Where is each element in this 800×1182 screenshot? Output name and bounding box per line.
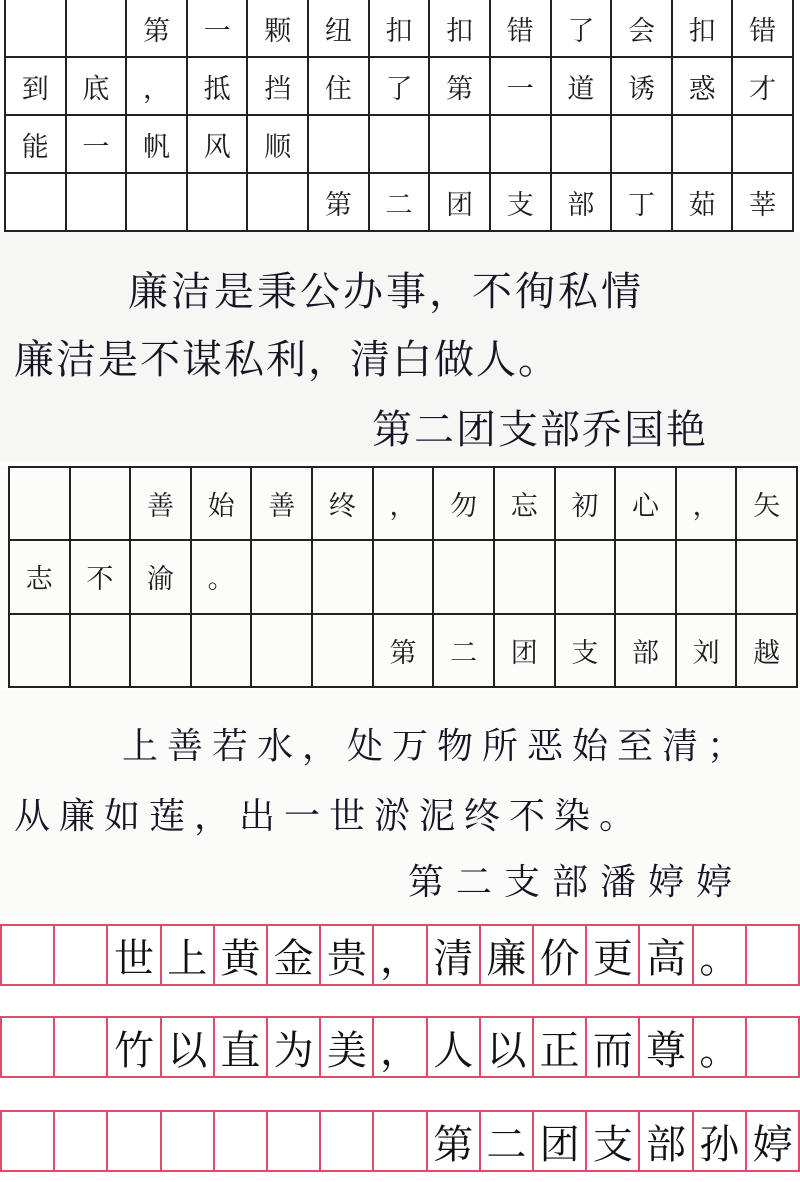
grid-cell: 不 [71, 541, 132, 614]
grid-cell: 错 [491, 0, 552, 58]
grid-cell: 。 [192, 541, 253, 614]
grid-cell: 顺 [248, 116, 309, 174]
grid-section-3 [0, 916, 800, 1182]
grid-cell [313, 541, 374, 614]
grid-cell: 刘 [677, 615, 738, 688]
grid-cell [55, 926, 108, 984]
grid-cell [10, 615, 71, 688]
grid-cell [71, 468, 132, 541]
grid-cell: 帆 [127, 116, 188, 174]
grid-cell: 心 [616, 468, 677, 541]
grid-cell [192, 615, 253, 688]
grid-cell: 矢 [737, 468, 798, 541]
grid-cell: 善 [252, 468, 313, 541]
grid-cell: 部 [616, 615, 677, 688]
grid-cell: 婷 [747, 1112, 800, 1170]
grid-cell: 始 [192, 468, 253, 541]
grid-cell [6, 174, 67, 232]
grid-cell [374, 541, 435, 614]
grid-cell: 一 [491, 58, 552, 116]
grid-cell [556, 541, 617, 614]
grid-cell: 廉 [481, 926, 534, 984]
grid-cell: 支 [491, 174, 552, 232]
grid-cell: 一 [188, 0, 249, 58]
grid-cell: 第 [428, 1112, 481, 1170]
grid-cell [6, 0, 67, 58]
grid-cell: 终 [313, 468, 374, 541]
grid-cell [55, 1018, 108, 1076]
grid-cell [370, 116, 431, 174]
grid-cell: 部 [552, 174, 613, 232]
grid-cell: 一 [67, 116, 128, 174]
grid-cell [747, 926, 800, 984]
grid-cell: 支 [556, 615, 617, 688]
grid-cell [108, 1112, 161, 1170]
grid-cell: 扣 [430, 0, 491, 58]
grid-cell: 忘 [495, 468, 556, 541]
grid-cell: 高 [640, 926, 693, 984]
grid-cell: 人 [428, 1018, 481, 1076]
grid-cell [10, 468, 71, 541]
grid-cell [67, 174, 128, 232]
grid-cell: 善 [131, 468, 192, 541]
note-section-2 [0, 690, 800, 916]
grid-cell: 纽 [309, 0, 370, 58]
grid-cell: 部 [640, 1112, 693, 1170]
grid-cell [0, 926, 55, 984]
grid-cell: 诱 [612, 58, 673, 116]
grid-cell: 勿 [434, 468, 495, 541]
grid-cell: 支 [587, 1112, 640, 1170]
grid-cell: 惑 [673, 58, 734, 116]
grid-cell: ， [127, 58, 188, 116]
grid-cell: 抵 [188, 58, 249, 116]
pink-row-3 [0, 1110, 800, 1172]
grid-paper-2 [8, 466, 798, 688]
note-1-line-2: 廉洁是不谋私利，清白做人。 [14, 337, 560, 383]
grid-cell [491, 116, 552, 174]
grid-cell: 价 [534, 926, 587, 984]
grid-cell: 清 [428, 926, 481, 984]
grid-cell [131, 615, 192, 688]
grid-cell: 丁 [612, 174, 673, 232]
grid-cell [71, 615, 132, 688]
grid-cell: 团 [495, 615, 556, 688]
grid-cell [248, 174, 309, 232]
grid-cell: 黄 [215, 926, 268, 984]
grid-cell: 扣 [370, 0, 431, 58]
grid-cell [733, 116, 794, 174]
grid-cell: 孙 [694, 1112, 747, 1170]
grid-cell: 莘 [733, 174, 794, 232]
grid-cell: 错 [733, 0, 794, 58]
grid-cell [374, 1112, 427, 1170]
grid-cell: 底 [67, 58, 128, 116]
grid-cell: 世 [108, 926, 161, 984]
grid-cell: 颗 [248, 0, 309, 58]
grid-paper-1 [4, 0, 794, 232]
grid-cell [215, 1112, 268, 1170]
grid-cell: 渝 [131, 541, 192, 614]
grid-cell [552, 116, 613, 174]
grid-cell: 。 [694, 926, 747, 984]
grid-cell: 正 [534, 1018, 587, 1076]
grid-cell: 茹 [673, 174, 734, 232]
grid-cell [188, 174, 249, 232]
grid-cell: 金 [268, 926, 321, 984]
note-2-line-1: 上善若水，处万物所恶始至清； [122, 726, 753, 767]
grid-cell: 越 [737, 615, 798, 688]
grid-cell: 二 [370, 174, 431, 232]
grid-cell [673, 116, 734, 174]
grid-cell: 尊 [640, 1018, 693, 1076]
grid-cell [309, 116, 370, 174]
grid-cell [55, 1112, 108, 1170]
grid-cell: 到 [6, 58, 67, 116]
grid-cell: 风 [188, 116, 249, 174]
grid-cell [252, 615, 313, 688]
grid-cell [321, 1112, 374, 1170]
grid-cell: 第 [309, 174, 370, 232]
grid-cell [127, 174, 188, 232]
grid-cell: 以 [481, 1018, 534, 1076]
grid-cell [434, 541, 495, 614]
grid-cell: 挡 [248, 58, 309, 116]
grid-cell [252, 541, 313, 614]
note-2-line-2: 从廉如莲，出一世淤泥终不染。 [14, 796, 645, 837]
grid-cell [268, 1112, 321, 1170]
grid-cell: 贵 [321, 926, 374, 984]
grid-cell: 志 [10, 541, 71, 614]
grid-cell [0, 1112, 55, 1170]
grid-cell [737, 541, 798, 614]
note-2-signature: 第二支部潘婷婷 [408, 862, 745, 903]
grid-cell [612, 116, 673, 174]
grid-cell: 直 [215, 1018, 268, 1076]
grid-cell: 二 [481, 1112, 534, 1170]
grid-cell: 了 [370, 58, 431, 116]
grid-cell: 以 [162, 1018, 215, 1076]
grid-cell: ， [677, 468, 738, 541]
pink-row-2 [0, 1016, 800, 1078]
grid-cell [616, 541, 677, 614]
grid-cell [747, 1018, 800, 1076]
grid-cell: 更 [587, 926, 640, 984]
grid-cell: 住 [309, 58, 370, 116]
grid-cell [313, 615, 374, 688]
grid-cell: 第 [127, 0, 188, 58]
grid-cell: 扣 [673, 0, 734, 58]
grid-cell: 。 [694, 1018, 747, 1076]
grid-cell: 二 [434, 615, 495, 688]
grid-cell [0, 1018, 55, 1076]
grid-cell: 团 [534, 1112, 587, 1170]
pink-row-1 [0, 924, 800, 986]
grid-cell: 了 [552, 0, 613, 58]
grid-cell [162, 1112, 215, 1170]
grid-section-1 [0, 0, 800, 232]
grid-cell: 上 [162, 926, 215, 984]
grid-cell [430, 116, 491, 174]
note-section-1 [0, 232, 800, 462]
grid-cell: 能 [6, 116, 67, 174]
grid-section-2 [0, 466, 800, 688]
grid-cell: 竹 [108, 1018, 161, 1076]
grid-cell: ， [374, 468, 435, 541]
grid-cell [677, 541, 738, 614]
grid-cell: 初 [556, 468, 617, 541]
grid-cell: ， [374, 1018, 427, 1076]
note-1-line-1: 廉洁是秉公办事，不徇私情 [128, 269, 644, 315]
grid-cell: 才 [733, 58, 794, 116]
grid-cell: 美 [321, 1018, 374, 1076]
grid-cell: 会 [612, 0, 673, 58]
note-1-signature: 第二团支部乔国艳 [372, 407, 708, 453]
grid-cell: 团 [430, 174, 491, 232]
grid-cell: 道 [552, 58, 613, 116]
grid-cell [67, 0, 128, 58]
grid-cell: 第 [374, 615, 435, 688]
grid-cell: 第 [430, 58, 491, 116]
grid-cell [495, 541, 556, 614]
grid-cell: 而 [587, 1018, 640, 1076]
grid-cell: 为 [268, 1018, 321, 1076]
grid-cell: ， [374, 926, 427, 984]
